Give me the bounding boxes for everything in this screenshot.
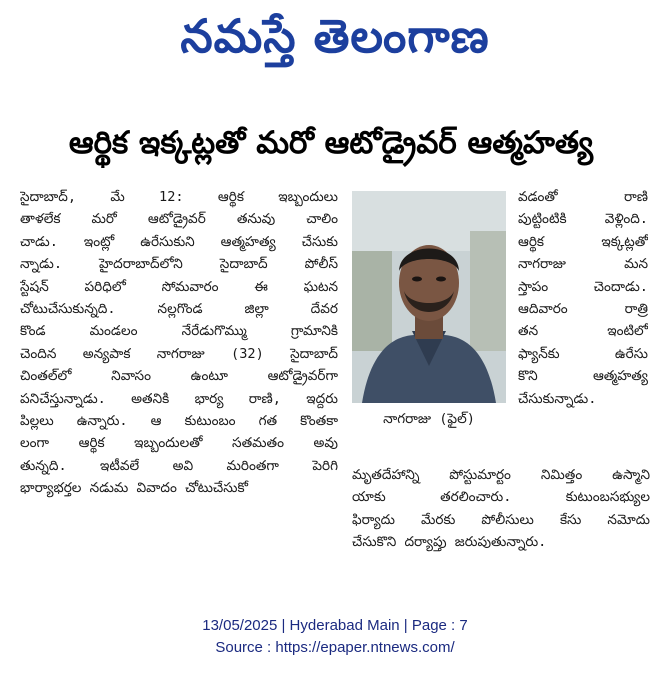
- text-line: ఆర్థిక ఇక్కట్లతో: [518, 233, 648, 250]
- text-line: స్తాపం చెందాడు.: [518, 278, 648, 295]
- article-headline: ఆర్థిక ఇక్కట్లతో మరో ఆటోడ్రైవర్ ఆత్మహత్య: [68, 124, 594, 161]
- text-line: భార్యాభర్తల నడుమ వివాదం చోటుచేసుకో: [20, 480, 248, 497]
- text-line: చెందిన అన్యపాక నాగరాజు (32) సైదాబాద్: [20, 345, 338, 362]
- text-line: పుట్టింటికి వెళ్లింది.: [518, 211, 648, 228]
- page-footer: [0, 615, 670, 659]
- text-line: సైదాబాద్, మే 12: ఆర్థిక ఇబ్బందులు: [20, 189, 338, 205]
- text-line: నాగరాజు మన: [518, 256, 648, 273]
- text-line: చాడు. ఇంట్లో ఉరేసుకుని ఆత్మహత్య చేసుకు: [20, 233, 338, 250]
- text-line: ఫ్యాన్‌కు ఉరేసు: [518, 345, 648, 362]
- masthead: [0, 0, 670, 84]
- text-line: పనిచేస్తున్నాడు. అతనికి భార్య రాణి, ఇద్దరు: [20, 390, 338, 407]
- newspaper-title: నమస్తే తెలంగాణ: [180, 9, 490, 63]
- text-line: చేసుకొని దర్యాప్తు జరుపుతున్నారు.: [352, 534, 547, 551]
- text-line: యాకు తరలించారు. కుటుంబసభ్యుల: [352, 489, 650, 506]
- photo-caption: నాగరాజు (ఫైల్): [383, 411, 475, 427]
- headline-box: [18, 118, 644, 174]
- article-photo: [352, 191, 506, 403]
- edition-info: 13/05/2025 | Hyderabad Main | Page : 7: [202, 617, 468, 634]
- text-line: పిల్లలు ఉన్నారు. ఆ కుటుంబం గత కొంతకా: [20, 413, 338, 430]
- text-line: న్నాడు. హైదరాబాద్‌లోని సైదాబాద్ పోలీస్: [20, 256, 338, 273]
- text-line: చోటుచేసుకున్నది. నల్లగొండ జిల్లా దేవర: [20, 301, 338, 318]
- text-line: చింతల్‌లో నివాసం ఉంటూ ఆటోడ్రైవర్‌గా: [20, 368, 338, 385]
- text-line: వడంతో రాణి: [518, 189, 648, 205]
- article-body-bottom-column: [352, 464, 650, 554]
- text-line: స్టేషన్ పరిధిలో సోమవారం ఈ ఘటన: [20, 278, 338, 295]
- text-line: తున్నది. ఇటీవలే అవి మరింతగా పెరిగి: [20, 457, 338, 474]
- text-line: కొని ఆత్మహత్య: [518, 368, 648, 385]
- portrait-image: [352, 191, 506, 403]
- article-body-right-column: [518, 186, 648, 410]
- text-line: తాళలేక మరో ఆటోడ్రైవర్ తనువు చాలిం: [20, 211, 338, 228]
- source-link[interactable]: Source : https://epaper.ntnews.com/: [215, 639, 455, 656]
- text-line: తన ఇంటిలో: [518, 323, 648, 340]
- text-line: మృతదేహాన్ని పోస్టుమార్టం నిమిత్తం ఉస్మాని: [352, 467, 650, 483]
- text-line: ఆదివారం రాత్రి: [518, 301, 648, 318]
- text-line: చేసుకున్నాడు.: [518, 390, 597, 407]
- article-body-left-column: [20, 186, 338, 500]
- text-line: కొండ మండలం నేరేడుగొమ్ము గ్రామానికి: [20, 323, 338, 340]
- text-line: లంగా ఆర్థిక ఇబ్బందులతో సతమతం అవు: [20, 435, 338, 452]
- text-line: ఫిర్యాదు మేరకు పోలీసులు కేసు నమోదు: [352, 511, 650, 528]
